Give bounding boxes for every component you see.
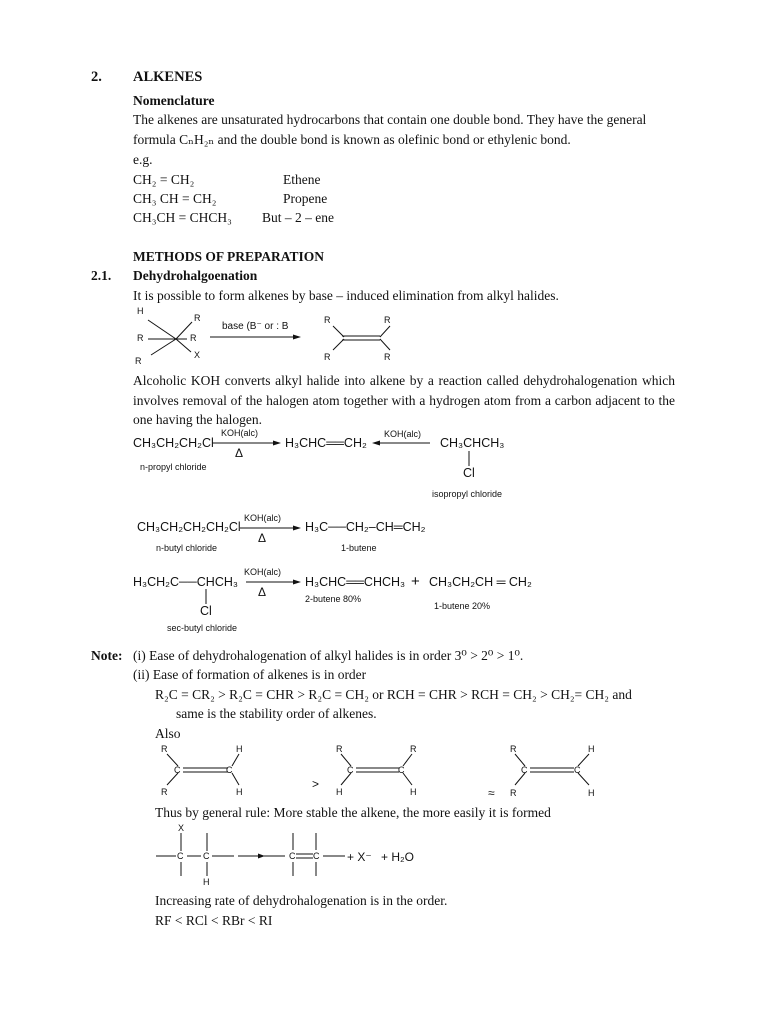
iso-c: C: [574, 765, 581, 775]
elim-c: C: [289, 851, 296, 861]
compound-name: sec-butyl chloride: [167, 623, 238, 633]
iso-h: H: [236, 787, 243, 797]
subsection-number: 2.1.: [91, 268, 112, 283]
compound-name: isopropyl chloride: [432, 489, 503, 499]
iso-r: R: [161, 744, 168, 754]
scheme-r: R: [194, 313, 201, 323]
scheme-r: R: [190, 333, 197, 343]
greater-than: >: [312, 777, 320, 791]
compound-name: n-butyl chloride: [156, 543, 218, 553]
stability-note: same is the stability order of alkenes.: [176, 706, 377, 721]
subsection-title: Dehydrohalgoenation: [133, 268, 258, 283]
example-formula: CH₃ CH = CH₂: [133, 191, 217, 206]
note-ii: (ii) Ease of formation of alkenes is in order: [133, 667, 367, 682]
iso-h: H: [588, 744, 595, 754]
elim-c: C: [177, 851, 184, 861]
nomenclature-line-1: The alkenes are unsaturated hydrocarbons that contain one double bond. They have the general: [133, 112, 647, 127]
example-formula: CH₂ = CH₂: [133, 172, 195, 187]
scheme-r: R: [384, 352, 391, 362]
rate-order: RF < RCl < RBr < RI: [155, 913, 273, 928]
note-i: (i) Ease of dehydrohalogenation of alkyl halides is in order 3⁰ > 2⁰ > 1⁰.: [133, 648, 524, 663]
iso-c: C: [174, 765, 181, 775]
methods-intro: It is possible to form alkenes by base – induced elimination from alkyl halides.: [133, 288, 559, 303]
section-number: 2.: [91, 69, 102, 85]
heat: Δ: [235, 446, 244, 460]
chlorine: Cl: [463, 466, 475, 480]
iso-r: R: [410, 744, 417, 754]
nomenclature-heading: Nomenclature: [133, 93, 215, 108]
reactant: CH₃CH₂CH₂CH₂Cl: [137, 520, 241, 534]
product: H₃CHC══CH₂: [285, 436, 367, 450]
elim-h: H: [203, 877, 210, 887]
scheme-h: H: [137, 306, 144, 316]
compound-name: 1-butene 20%: [434, 601, 491, 611]
water: + H₂O: [381, 850, 414, 864]
iso-c: C: [226, 765, 233, 775]
example-formula: CH₃CH = CHCH₃: [133, 210, 232, 225]
product: H₃C──CH₂–CH═CH₂: [305, 520, 426, 534]
reagent: KOH(alc): [221, 428, 259, 438]
compound-name: 2-butene 80%: [305, 594, 362, 604]
halide-ion: + X⁻: [347, 850, 372, 864]
scheme-r: R: [135, 356, 142, 366]
reagent: KOH(alc): [244, 513, 282, 523]
elim-x: X: [178, 823, 185, 833]
scheme-r: R: [384, 315, 391, 325]
iso-h: H: [236, 744, 243, 754]
iso-r: R: [336, 744, 343, 754]
note-label: Note:: [91, 648, 123, 663]
example-name: Ethene: [283, 172, 321, 187]
heat: Δ: [258, 585, 267, 599]
reactant: CH₃CH₂CH₂Cl: [133, 436, 214, 450]
reactant: CH₃CHCH₃: [440, 436, 505, 450]
elim-c: C: [313, 851, 320, 861]
iso-c: C: [347, 765, 354, 775]
iso-h: H: [410, 787, 417, 797]
rate-statement: Increasing rate of dehydrohalogenation is in the order.: [155, 893, 448, 908]
scheme-r: R: [137, 333, 144, 343]
scheme-x: X: [194, 350, 201, 360]
scheme-r: R: [324, 315, 331, 325]
iso-r: R: [510, 788, 517, 798]
iso-r: R: [161, 787, 168, 797]
dehydrohalogenation-paragraph: Alcoholic KOH converts alkyl halide into alkene by a reaction called dehydrohalogenation which involves removal of the halogen atom together with a hydrogen atom from a carbon adjacent to the one having the halogen.: [133, 373, 675, 427]
iso-h: H: [336, 787, 343, 797]
scheme-reagent: base (B⁻ or : B: [222, 321, 289, 332]
section-title: ALKENES: [133, 69, 203, 85]
stability-order: R₂C = CR₂ > R₂C = CHR > R₂C = CH₂ or RCH = CHR > RCH = CH₂ > CH₂= CH₂ and: [155, 687, 632, 702]
also-label: Also: [155, 726, 181, 741]
scheme-r: R: [324, 352, 331, 362]
iso-h: H: [588, 788, 595, 798]
nomenclature-line-2: formula CₙH₂ₙ and the double bond is known as olefinic bond or ethylenic bond.: [133, 132, 571, 147]
example-name: But – 2 – ene: [262, 210, 334, 225]
example-name: Propene: [283, 191, 328, 206]
chlorine: Cl: [200, 604, 212, 618]
iso-r: R: [510, 744, 517, 754]
reagent: KOH(alc): [384, 429, 422, 439]
approx-sign: ≈: [488, 786, 495, 800]
heat: Δ: [258, 531, 267, 545]
iso-c: C: [521, 765, 528, 775]
compound-name: n-propyl chloride: [140, 462, 207, 472]
product: CH₃CH₂CH ═ CH₂: [429, 575, 532, 589]
eg-label: e.g.: [133, 152, 153, 167]
reactant: H₃CH₂C──CHCH₃: [133, 575, 238, 589]
elim-c: C: [203, 851, 210, 861]
iso-c: C: [398, 765, 405, 775]
general-rule: Thus by general rule: More stable the alkene, the more easily it is formed: [155, 805, 551, 820]
methods-heading: METHODS OF PREPARATION: [133, 249, 325, 264]
plus-sign: +: [411, 573, 420, 590]
compound-name: 1-butene: [341, 543, 377, 553]
reagent: KOH(alc): [244, 567, 282, 577]
product: H₃CHC══CHCH₃: [305, 575, 406, 589]
